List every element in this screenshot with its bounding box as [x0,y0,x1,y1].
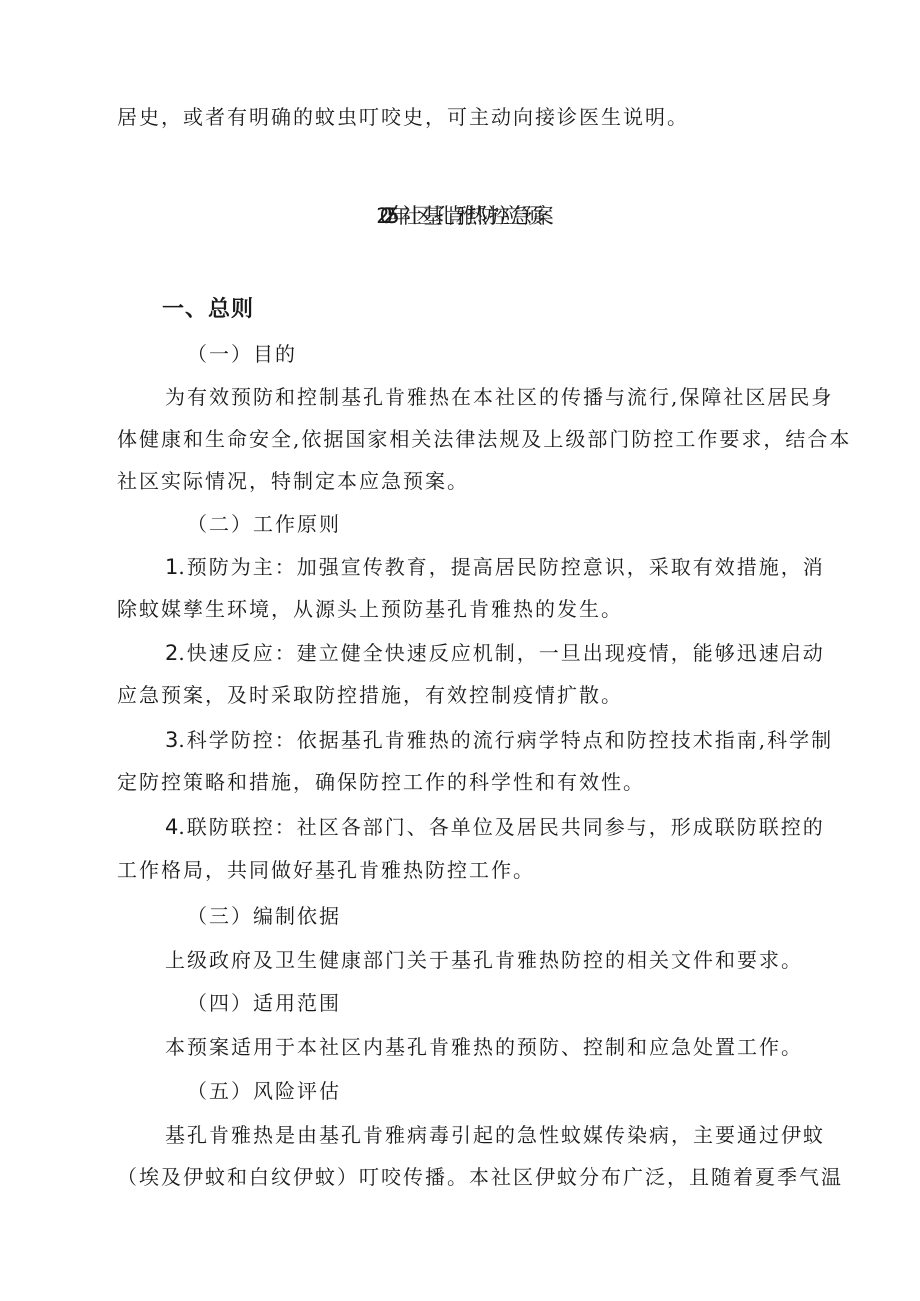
principle-text-2: .快速反应：建立健全快速反应机制，一旦出现疫情，能够迅速启动 [178,641,825,665]
section-heading-general: 一、总则 [162,297,255,322]
paragraph-scope: 本预案适用于本社区内基孔肯雅热的预防、控制和应急处置工作。 [165,1035,803,1059]
principle-number-2: 2 [165,641,179,665]
principle-number-1: 1 [165,555,179,579]
subsection-heading-scope: （四）适用范围 [187,991,341,1015]
principle-number-4: 4 [165,815,179,839]
principle-item-2-line-2: 应急预案，及时采取防控措施，有效控制疫情扩散。 [117,683,623,707]
principle-item-4-line-1 [165,813,825,841]
body-text-continuation: 居史，或者有明确的蚊虫叮咬史，可主动向接诊医生说明。 [117,105,689,129]
principle-number-3: 3 [165,728,179,752]
paragraph-risk-line-1: 基孔肯雅热是由基孔肯雅病毒引起的急性蚊媒传染病，主要通过伊蚊 [165,1123,825,1147]
subsection-heading-purpose: （一）目的 [187,342,297,366]
subsection-heading-principles: （二）工作原则 [187,512,341,536]
document-title: 2025年社区基孔肯雅热防控应急预案 [376,204,544,228]
paragraph-risk-line-2: （埃及伊蚊和白纹伊蚊）叮咬传播。本社区伊蚊分布广泛，且随着夏季气温 [117,1165,843,1189]
subsection-heading-risk: （五）风险评估 [187,1079,341,1103]
paragraph-purpose-line-2: 体健康和生命安全,依据国家相关法律法规及上级部门防控工作要求，结合本 [117,427,852,451]
principle-text-4: .联防联控：社区各部门、各单位及居民共同参与，形成联防联控的 [178,815,825,839]
principle-item-2-line-1 [165,639,825,667]
principle-item-3-line-2: 定防控策略和措施，确保防控工作的科学性和有效性。 [117,770,645,794]
principle-item-1-line-1 [165,553,825,581]
principle-item-1-line-2: 除蚊媒孳生环境，从源头上预防基孔肯雅热的发生。 [117,597,623,621]
principle-text-1: .预防为主：加强宣传教育，提高居民防控意识，采取有效措施，消 [178,555,825,579]
principle-item-3-line-1 [165,726,833,754]
subsection-heading-basis: （三）编制依据 [187,904,341,928]
paragraph-purpose-line-3: 社区实际情况，特制定本应急预案。 [117,469,469,493]
principle-text-3: .科学防控：依据基孔肯雅热的流行病学特点和防控技术指南,科学制 [178,728,834,752]
paragraph-basis: 上级政府及卫生健康部门关于基孔肯雅热防控的相关文件和要求。 [165,948,803,972]
principle-item-4-line-2: 工作格局，共同做好基孔肯雅热防控工作。 [117,858,535,882]
paragraph-purpose-line-1: 为有效预防和控制基孔肯雅热在本社区的传播与流行,保障社区居民身 [165,385,834,409]
